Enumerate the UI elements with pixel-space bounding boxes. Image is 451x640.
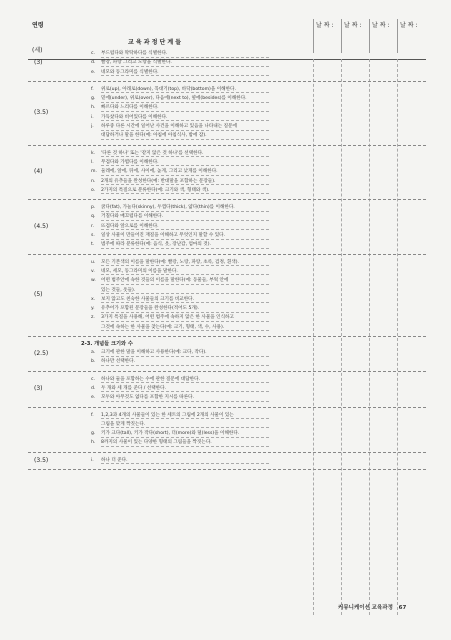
item-text: 범주에 따라 분류한다(예: 음식, 옷, 장난감, 엄마의 것). (101, 242, 211, 248)
curriculum-item (91, 68, 269, 77)
item-text: 모든 기본색의 이름을 말한다(예: 빨강, 노랑, 파랑, 초록, 검정, 흰색). (101, 259, 239, 265)
curriculum-item (91, 348, 269, 357)
item-text: 네모와 동그라미를 식별한다. (101, 69, 159, 75)
curriculum-item (91, 103, 269, 112)
item-text: 빠르다와 느리다를 이해한다. (101, 105, 159, 111)
curriculum-item (91, 384, 269, 393)
item-text: 일상 사물이 만들어진 재질을 이해하고 무엇인지 말할 수 있다. (101, 233, 226, 239)
age-header: 연령 (32, 22, 44, 29)
item-text: 대답하거나 말을 한다(예: 아침에 아침식사, 밤에 잠). (101, 133, 207, 139)
item-text: 하나 더 준다. (101, 457, 128, 463)
date-column-1: 날 짜 : (316, 22, 334, 29)
age-label: (2.5) (34, 349, 49, 357)
curriculum-item (91, 429, 269, 438)
date-column-4: 날 짜 : (400, 22, 418, 29)
footer-book-title: 커뮤니케이션 (338, 605, 370, 611)
date-column-3: 날 짜 : (372, 22, 390, 29)
item-key: g. (91, 431, 96, 437)
item-text: '다른 것 하나' 또는 '같지 않은 것 하나'를 선택한다. (101, 150, 204, 156)
item-key: j. (91, 124, 94, 130)
item-text: 네모, 세모, 동그라미의 이름을 말한다. (101, 268, 178, 274)
item-key: b. (91, 359, 96, 365)
curriculum-item (91, 375, 269, 384)
curriculum-item (91, 240, 269, 249)
curriculum-item (91, 393, 269, 402)
item-key: h. (91, 440, 96, 446)
item-key: q. (91, 214, 96, 220)
item-text: 뜨겁다와 앞으로를 이해한다. (101, 223, 159, 229)
item-text: 유추어가 포함된 문장들을 완성한다(적어도 5개). (101, 306, 200, 312)
table-row (28, 453, 426, 470)
item-text: 둘레에, 앞에, 뒤에, 사이에, 높게, 그리고 낮게를 이해한다. (101, 169, 218, 175)
item-key: z. (91, 315, 95, 321)
item-key: e. (91, 395, 96, 401)
item-key: x. (91, 296, 96, 302)
item-text: 거칠다와 매끄럽다를 이해한다. (101, 214, 164, 220)
item-key: s. (91, 233, 95, 239)
curriculum-item (91, 357, 269, 366)
item-key: u. (91, 259, 96, 265)
item-text: 빨강, 파랑 그리고 노랑을 식별한다. (101, 60, 172, 66)
item-key: p. (91, 205, 96, 211)
item-text: 두 개와 세 개를 준다 / 선택한다. (101, 385, 167, 391)
item-key: k. (91, 150, 96, 156)
age-unit-label: (세) (32, 47, 43, 54)
item-text: 2개의 유추들을 완성한다(예: 반대말을 포함하는 문장들). (101, 178, 216, 184)
age-label: (3.5) (34, 456, 49, 464)
item-key: d. (91, 385, 96, 391)
age-label: (5) (34, 291, 43, 299)
curriculum-item (91, 286, 269, 295)
age-label: (3) (34, 59, 43, 67)
item-key: c. (91, 51, 95, 56)
table-row (28, 46, 426, 82)
curriculum-item (91, 212, 269, 221)
table-row (28, 255, 426, 337)
curriculum-item (91, 304, 269, 313)
curriculum-item (91, 149, 269, 158)
table-row (28, 372, 426, 408)
curriculum-item (91, 258, 269, 267)
item-key: v. (91, 268, 95, 274)
curriculum-item (91, 122, 269, 131)
item-text: 밑에(under), 위로(over), 다음에(next to), 옆에(besides)를 이해한다. (101, 96, 247, 102)
age-label: (3) (34, 385, 43, 393)
item-text: 어떤 범주안에 속한 것들의 이름을 말한다(예: 동물들, 부엌 안에 (101, 278, 229, 284)
item-text: 모두와 아무것도 없다를 포함한 지시를 따른다. (101, 395, 195, 401)
item-key: f. (91, 412, 94, 418)
item-text: 보지 않고도 친숙한 사물들의 크기를 비교한다. (101, 296, 195, 302)
curriculum-item (91, 438, 269, 447)
age-label: (4) (34, 168, 43, 176)
item-text: 굵다(fat), 가늘다(skinny), 두껍다(thick), 얇다(thin)를 이해한다. (101, 205, 235, 211)
item-text: 8까지의 사물이 있는 다양한 형태의 그림들을 짝짓는다. (101, 440, 212, 446)
curriculum-steps-header: 교 육 과 정 단 계 들 (128, 39, 182, 46)
item-text: 무겁다와 가볍다를 이해한다. (101, 159, 159, 165)
table-row (28, 408, 426, 453)
item-key: n. (91, 178, 96, 184)
curriculum-item (91, 323, 269, 332)
date-column-2: 날 짜 : (344, 22, 362, 29)
item-text: 가득찼다와 비어있다를 이해한다. (101, 114, 168, 120)
item-text: 위로(up), 아래로(down), 꼭대기(top), 바닥(bottom)을 이해한다. (101, 86, 236, 92)
item-key: d. (91, 60, 96, 66)
curriculum-item (91, 222, 269, 231)
page-number: 67 (398, 605, 407, 611)
curriculum-table (28, 16, 426, 616)
curriculum-item (91, 456, 269, 465)
item-text: 1,2,3과 4개의 사물들이 있는 한 세트의 그림에 2개의 사물이 있는 (101, 412, 234, 418)
item-key: l. (91, 159, 94, 165)
table-row (28, 337, 426, 372)
age-label: (4.5) (34, 222, 49, 230)
curriculum-item (91, 167, 269, 176)
curriculum-item (91, 58, 269, 67)
curriculum-item (91, 411, 269, 420)
curriculum-item (91, 85, 269, 94)
page-footer (338, 603, 406, 611)
curriculum-item (91, 313, 269, 322)
item-key: a. (91, 350, 96, 356)
item-text: 그림을 맞게 짝짓는다. (101, 421, 146, 427)
item-text: 있는 것들, 옷들). (101, 287, 136, 293)
curriculum-item (91, 131, 269, 140)
item-text: 하나만 선택한다. (101, 359, 135, 365)
item-key: w. (91, 278, 96, 284)
item-text: 하나와 둘을 포함하는 수에 관한 질문에 대답한다. (101, 376, 200, 382)
curriculum-item (91, 113, 269, 122)
section-heading: 2-3. 개념들 크기와 수 (81, 341, 133, 348)
curriculum-item (91, 203, 269, 212)
item-key: h. (91, 105, 96, 111)
curriculum-item (91, 177, 269, 186)
table-row (28, 82, 426, 146)
item-text: 부드럽다와 딱딱하다를 식별한다. (101, 51, 168, 56)
item-key: y. (91, 306, 95, 312)
item-key: i. (91, 457, 94, 463)
footer-section-title: 교육과정 (371, 605, 393, 611)
item-key: m. (91, 169, 97, 175)
item-key: f. (91, 86, 94, 92)
curriculum-item (91, 276, 269, 285)
curriculum-item (91, 94, 269, 103)
curriculum-item (91, 267, 269, 276)
item-key: e. (91, 69, 96, 75)
curriculum-item (91, 295, 269, 304)
curriculum-item (91, 420, 269, 429)
item-text: 그것에 속하는 한 사물을 찾는다(예: 크기, 형태, 색, 수, 사용). (101, 324, 225, 330)
curriculum-item (91, 49, 269, 58)
curriculum-item (91, 231, 269, 240)
item-text: 키가 크다(tall), 키가 작다(short), 더(more)와 덜(less)을 이해한다. (101, 431, 240, 437)
item-key: t. (91, 242, 95, 248)
item-key: o. (91, 187, 96, 193)
item-key: r. (91, 223, 94, 229)
table-row (28, 200, 426, 255)
item-text: 3가지 특질을 사용해, 어떤 범주에 속하지 않은 한 사물을 인식하고 (101, 315, 234, 321)
item-key: i. (91, 114, 94, 120)
item-text: 2가지의 특질으로 분류한다(예: 크기와 색, 형태와 색). (101, 187, 210, 193)
age-label: (3.5) (34, 109, 49, 117)
curriculum-item (91, 186, 269, 195)
item-text: 크기에 관한 말을 이해하고 사용한다(예: 크다, 작다). (101, 350, 207, 356)
item-key: c. (91, 376, 95, 382)
item-text: 하루중 다른 시간에 일어난 사건을 이해하고 있음을 나타내는 질문에 (101, 124, 237, 130)
table-row (28, 146, 426, 201)
curriculum-item (91, 158, 269, 167)
item-key: g. (91, 96, 96, 102)
